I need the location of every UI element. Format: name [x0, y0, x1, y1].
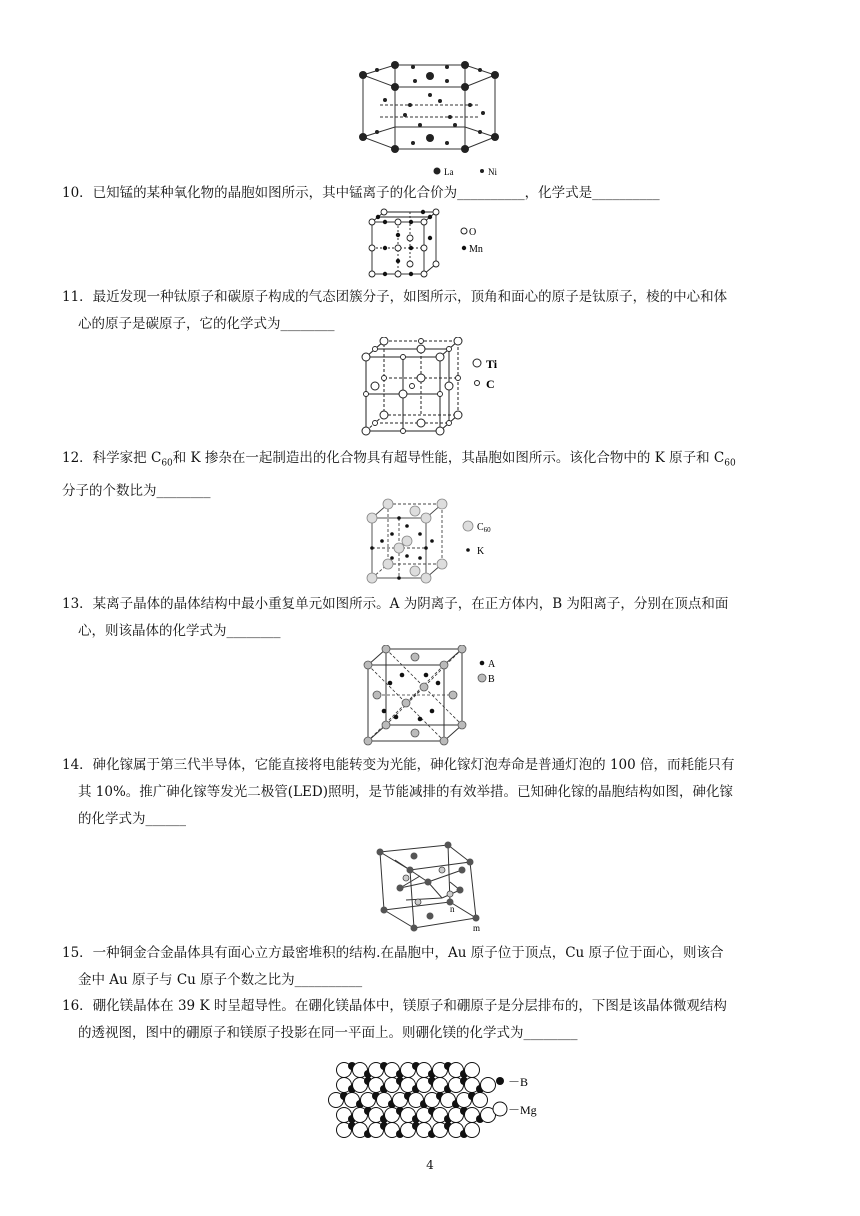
label-n: n — [450, 904, 455, 914]
mg-atom — [481, 1078, 496, 1093]
gaas-cell-figure — [370, 840, 490, 932]
manganese-oxide-cell-figure — [368, 208, 518, 280]
c60-subscript: 60 — [161, 458, 173, 469]
legend-ti: Ti — [486, 357, 498, 371]
mg-atom — [465, 1123, 480, 1138]
legend-mg: －Mg — [508, 1103, 537, 1117]
lani-hexagonal-cell-figure — [355, 55, 515, 180]
label-m: m — [473, 923, 481, 932]
question-16-line1: 16．硼化镁晶体在 39 K 时呈超导性。在硼化镁晶体中，镁原子和硼原子是分层排布的，下图是该晶体微观结构 — [62, 998, 727, 1014]
legend-o: O — [469, 227, 477, 238]
legend-c: C — [486, 377, 495, 391]
question-16 — [62, 993, 802, 1047]
question-14-line2: 其 10%。推广砷化镓等发光二极管(LED)照明，是节能减排的有效举措。已知砷化镓的晶胞结构如图，砷化镓 — [78, 784, 733, 800]
question-11-line2: 心的原子是碳原子，它的化学式为________ — [78, 316, 335, 332]
question-14-line1: 14．砷化镓属于第三代半导体，它能直接将电能转变为光能，砷化镓灯泡寿命是普通灯泡的 100 倍，而耗能只有 — [62, 757, 735, 773]
question-13-line2: 心，则该晶体的化学式为________ — [78, 623, 281, 639]
question-15-line1: 15．一种铜金合金晶体具有面心立方最密堆积的结构.在晶胞中，Au 原子位于顶点，Cu 原子位于面心，则该合 — [62, 945, 724, 961]
legend-ni: Ni — [488, 167, 497, 177]
legend-k: K — [477, 546, 485, 557]
mgb2-atom-grid — [329, 1062, 496, 1138]
page-number: 4 — [426, 1158, 434, 1172]
question-15-line2: 金中 Au 原子与 Cu 原子个数之比为__________ — [78, 972, 363, 988]
mg-atom — [465, 1063, 480, 1078]
question-16-line2: 的透视图，图中的硼原子和镁原子投影在同一平面上。则硼化镁的化学式为________ — [78, 1025, 578, 1041]
ionic-crystal-cell-figure — [360, 645, 510, 749]
question-15 — [62, 940, 802, 994]
question-12-line2: 分子的个数比为________ — [62, 482, 211, 499]
question-13-line1: 13．某离子晶体的晶体结构中最小重复单元如图所示。A 为阴离子，在正方体内，B 为阳离子，分别在顶点和面 — [62, 596, 729, 612]
question-13 — [62, 591, 802, 645]
legend-la: La — [444, 167, 454, 177]
mgb2-projection-figure — [322, 1062, 552, 1140]
legend-b: B — [488, 674, 495, 685]
question-14 — [62, 752, 802, 833]
ti-c-cluster-figure — [360, 337, 510, 441]
question-10 — [62, 180, 802, 207]
legend-a: A — [488, 659, 496, 670]
question-12-line1a: 12．科学家把 C — [62, 450, 162, 466]
legend-b-boron: －B — [508, 1075, 529, 1089]
legend-mn: Mn — [469, 244, 483, 255]
c60-subscript-2: 60 — [724, 458, 736, 469]
c60-k-cell-figure — [362, 496, 502, 586]
question-14-line3: 的化学式为______ — [78, 811, 186, 827]
legend-c60: $C_{60}$ — [477, 522, 491, 534]
mg-atom — [473, 1093, 488, 1108]
question-11 — [62, 284, 802, 338]
question-11-line1: 11．最近发现一种钛原子和碳原子构成的气态团簇分子，如图所示，顶角和面心的原子是钛原子，棱的中心和体 — [62, 289, 728, 305]
question-10-text: 10．已知锰的某种氧化物的晶胞如图所示，其中锰离子的化合价为__________，化学式是__________ — [62, 185, 660, 201]
question-12-line1b: 和 K 掺杂在一起制造出的化合物具有超导性能，其晶胞如图所示。该化合物中的 K 原子和 C — [172, 450, 725, 466]
